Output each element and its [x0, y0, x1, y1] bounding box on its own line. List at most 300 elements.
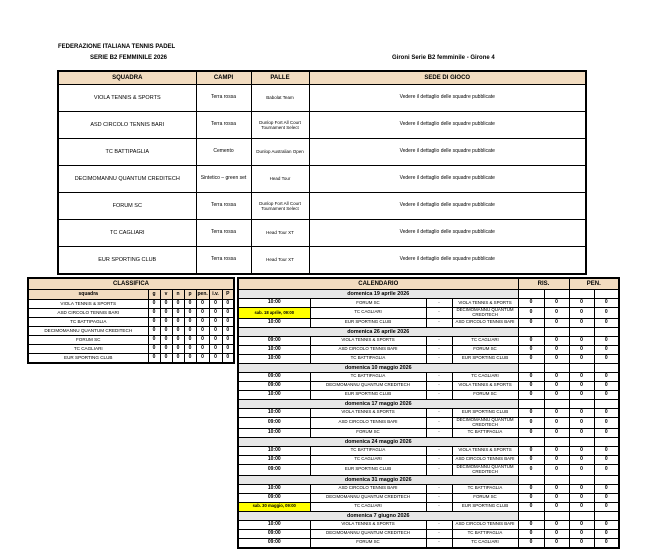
classifica-value-cell-P: 0 — [222, 300, 234, 309]
classifica-value-cell-p: 0 — [184, 300, 196, 309]
calendario-match-row — [238, 318, 619, 327]
separator-cell: - — [426, 318, 452, 327]
away-team-cell: DECIMOMANNU QUANTUM CREDITECH — [452, 417, 518, 428]
col-header-punti: P — [222, 290, 234, 300]
separator-cell: - — [426, 493, 452, 502]
classifica-value-cell-i.v.: 0 — [209, 354, 222, 364]
pen-cell-2: 0 — [594, 299, 619, 308]
classifica-value-cell-i.v.: 0 — [209, 309, 222, 318]
pen-cell-1: 0 — [569, 484, 594, 493]
classifica-value-cell-p: 0 — [184, 309, 196, 318]
pen-cell-2: 0 — [594, 493, 619, 502]
classifica-value-cell-v: 0 — [160, 318, 172, 327]
classifica-value-cell-pen.: 0 — [196, 354, 209, 364]
away-team-cell: EUR SPORTING CLUB — [452, 408, 518, 417]
classifica-value-cell-g: 0 — [148, 354, 160, 364]
home-team-cell: TC BATTIPAGLIA — [310, 354, 426, 363]
empty-score-cell — [569, 475, 594, 484]
empty-score-cell — [594, 327, 619, 336]
away-team-cell: FORUM SC — [452, 390, 518, 399]
teams-table-row — [58, 85, 586, 112]
empty-score-cell — [544, 475, 569, 484]
calendario-match-row — [238, 464, 619, 475]
classifica-value-cell-n: 0 — [172, 318, 184, 327]
classifica-value-cell-i.v.: 0 — [209, 327, 222, 336]
ris-cell-2: 0 — [544, 345, 569, 354]
separator-cell: - — [426, 484, 452, 493]
teams-table-row — [58, 139, 586, 166]
campi-cell: Terra rossa — [196, 112, 251, 139]
calendario-title: CALENDARIO — [238, 278, 518, 290]
classifica-value-cell-p: 0 — [184, 354, 196, 364]
pen-cell-2: 0 — [594, 484, 619, 493]
match-time-cell: 10:00 — [238, 484, 310, 493]
teams-table-row — [58, 193, 586, 220]
classifica-value-cell-g: 0 — [148, 309, 160, 318]
federation-title: FEDERAZIONE ITALIANA TENNIS PADEL — [58, 44, 176, 50]
calendario-table — [237, 277, 620, 549]
pen-cell-2: 0 — [594, 417, 619, 428]
pen-cell-1: 0 — [569, 336, 594, 345]
separator-cell: - — [426, 464, 452, 475]
pen-cell-1: 0 — [569, 318, 594, 327]
group-title: Gironi Serie B2 femminile - Girone 4 — [392, 55, 495, 61]
empty-score-cell — [569, 437, 594, 446]
away-team-cell: TC BATTIPAGLIA — [452, 428, 518, 437]
match-time-cell: 10:00 — [238, 455, 310, 464]
calendario-match-row — [238, 354, 619, 363]
home-team-cell: EUR SPORTING CLUB — [310, 318, 426, 327]
palle-cell: Head Tour — [251, 166, 309, 193]
calendario-date-row — [238, 511, 619, 520]
col-header-squadra: SQUADRA — [58, 71, 196, 85]
classifica-squadra-cell: TC CAGLIARI — [28, 345, 148, 354]
squadra-cell: ASD CIRCOLO TENNIS BARI — [58, 112, 196, 139]
ris-cell-2: 0 — [544, 529, 569, 538]
separator-cell: - — [426, 308, 452, 319]
pen-cell-2: 0 — [594, 502, 619, 511]
calendario-match-row — [238, 299, 619, 308]
palle-cell: Babolat Team — [251, 85, 309, 112]
ris-cell-1: 0 — [518, 345, 544, 354]
ris-cell-2: 0 — [544, 502, 569, 511]
empty-score-cell — [569, 327, 594, 336]
classifica-value-cell-v: 0 — [160, 309, 172, 318]
pen-cell-2: 0 — [594, 354, 619, 363]
sede-cell: Vedere il dettaglio delle squadre pubblicate — [309, 112, 586, 139]
ris-cell-2: 0 — [544, 520, 569, 529]
pen-cell-2: 0 — [594, 408, 619, 417]
sede-cell: Vedere il dettaglio delle squadre pubblicate — [309, 139, 586, 166]
pen-cell-1: 0 — [569, 299, 594, 308]
separator-cell: - — [426, 299, 452, 308]
col-header-pen: pen. — [196, 290, 209, 300]
home-team-cell: DECIMOMANNU QUANTUM CREDITECH — [310, 493, 426, 502]
classifica-value-cell-p: 0 — [184, 327, 196, 336]
pen-cell-1: 0 — [569, 381, 594, 390]
ris-cell-2: 0 — [544, 354, 569, 363]
home-team-cell: ASD CIRCOLO TENNIS BARI — [310, 417, 426, 428]
ris-cell-1: 0 — [518, 372, 544, 381]
empty-score-cell — [569, 363, 594, 372]
ris-cell-1: 0 — [518, 390, 544, 399]
col-header-squadra: squadra — [28, 290, 148, 300]
pen-cell-2: 0 — [594, 390, 619, 399]
squadra-cell: DECIMOMANNU QUANTUM CREDITECH — [58, 166, 196, 193]
teams-table-row — [58, 166, 586, 193]
classifica-row — [28, 309, 234, 318]
away-team-cell: TC CAGLIARI — [452, 538, 518, 548]
away-team-cell: FORUM SC — [452, 493, 518, 502]
squadra-cell: FORUM SC — [58, 193, 196, 220]
classifica-value-cell-pen.: 0 — [196, 327, 209, 336]
col-header-v: v — [160, 290, 172, 300]
match-time-cell: 09:00 — [238, 493, 310, 502]
empty-score-cell — [594, 290, 619, 299]
away-team-cell: TC CAGLIARI — [452, 372, 518, 381]
col-header-sede: SEDE DI GIOCO — [309, 71, 586, 85]
calendario-match-row — [238, 308, 619, 319]
match-time-cell: sab. 30 maggio, 09:00 — [238, 502, 310, 511]
palle-cell: Head Tour XT — [251, 247, 309, 275]
calendario-match-row — [238, 538, 619, 548]
empty-score-cell — [518, 399, 544, 408]
ris-cell-2: 0 — [544, 408, 569, 417]
classifica-value-cell-i.v.: 0 — [209, 345, 222, 354]
home-team-cell: TC CAGLIARI — [310, 502, 426, 511]
home-team-cell: VIOLA TENNIS & SPORTS — [310, 336, 426, 345]
empty-score-cell — [518, 475, 544, 484]
classifica-value-cell-P: 0 — [222, 336, 234, 345]
classifica-value-cell-pen.: 0 — [196, 345, 209, 354]
pen-cell-2: 0 — [594, 345, 619, 354]
classifica-value-cell-i.v.: 0 — [209, 300, 222, 309]
squadra-cell: VIOLA TENNIS & SPORTS — [58, 85, 196, 112]
classifica-value-cell-v: 0 — [160, 345, 172, 354]
pen-cell-1: 0 — [569, 520, 594, 529]
series-title: SERIE B2 FEMMINILE 2026 — [90, 55, 168, 61]
classifica-title-row — [28, 278, 234, 290]
palle-cell: Dunlop Fort All Court Tournament Select — [251, 193, 309, 220]
ris-cell-1: 0 — [518, 520, 544, 529]
separator-cell: - — [426, 446, 452, 455]
separator-cell: - — [426, 502, 452, 511]
classifica-value-cell-g: 0 — [148, 327, 160, 336]
separator-cell: - — [426, 520, 452, 529]
pen-cell-1: 0 — [569, 529, 594, 538]
home-team-cell: VIOLA TENNIS & SPORTS — [310, 520, 426, 529]
ris-cell-2: 0 — [544, 493, 569, 502]
date-cell: domenica 19 aprile 2026 — [238, 290, 518, 299]
classifica-value-cell-P: 0 — [222, 327, 234, 336]
home-team-cell: FORUM SC — [310, 299, 426, 308]
calendario-date-row — [238, 437, 619, 446]
separator-cell: - — [426, 428, 452, 437]
calendario-date-row — [238, 327, 619, 336]
ris-cell-1: 0 — [518, 464, 544, 475]
calendario-header-row — [238, 278, 619, 290]
classifica-value-cell-n: 0 — [172, 309, 184, 318]
home-team-cell: EUR SPORTING CLUB — [310, 464, 426, 475]
pen-cell-2: 0 — [594, 529, 619, 538]
classifica-header-row — [28, 290, 234, 300]
calendario-match-row — [238, 372, 619, 381]
ris-cell-2: 0 — [544, 381, 569, 390]
palle-cell: Dunlop Australian Open — [251, 139, 309, 166]
classifica-row — [28, 354, 234, 364]
away-team-cell: VIOLA TENNIS & SPORTS — [452, 446, 518, 455]
ris-cell-1: 0 — [518, 299, 544, 308]
match-time-cell: 09:00 — [238, 336, 310, 345]
away-team-cell: EUR SPORTING CLUB — [452, 502, 518, 511]
ris-cell-2: 0 — [544, 464, 569, 475]
away-team-cell: TC BATTIPAGLIA — [452, 484, 518, 493]
ris-cell-1: 0 — [518, 455, 544, 464]
classifica-value-cell-P: 0 — [222, 345, 234, 354]
col-header-campi: CAMPI — [196, 71, 251, 85]
pen-cell-1: 0 — [569, 502, 594, 511]
classifica-value-cell-g: 0 — [148, 345, 160, 354]
ris-cell-2: 0 — [544, 455, 569, 464]
match-time-cell: 09:00 — [238, 372, 310, 381]
classifica-value-cell-pen.: 0 — [196, 300, 209, 309]
squadra-cell: TC CAGLIARI — [58, 220, 196, 247]
empty-score-cell — [544, 437, 569, 446]
pen-cell-2: 0 — [594, 520, 619, 529]
home-team-cell: TC CAGLIARI — [310, 308, 426, 319]
pen-cell-2: 0 — [594, 446, 619, 455]
campi-cell: Terra rossa — [196, 247, 251, 275]
classifica-squadra-cell: VIOLA TENNIS & SPORTS — [28, 300, 148, 309]
match-time-cell: 09:00 — [238, 529, 310, 538]
col-header-g: g — [148, 290, 160, 300]
empty-score-cell — [544, 363, 569, 372]
pen-cell-2: 0 — [594, 455, 619, 464]
pen-cell-2: 0 — [594, 318, 619, 327]
squadra-cell: EUR SPORTING CLUB — [58, 247, 196, 275]
match-time-cell: 10:00 — [238, 390, 310, 399]
away-team-cell: FORUM SC — [452, 345, 518, 354]
calendario-date-row — [238, 399, 619, 408]
match-time-cell: 09:00 — [238, 417, 310, 428]
classifica-value-cell-pen.: 0 — [196, 318, 209, 327]
empty-score-cell — [518, 290, 544, 299]
ris-cell-2: 0 — [544, 336, 569, 345]
away-team-cell: VIOLA TENNIS & SPORTS — [452, 299, 518, 308]
classifica-value-cell-P: 0 — [222, 354, 234, 364]
match-time-cell: 10:00 — [238, 299, 310, 308]
ris-header: RIS. — [518, 278, 569, 290]
col-header-iv: i.v. — [209, 290, 222, 300]
classifica-value-cell-n: 0 — [172, 345, 184, 354]
empty-score-cell — [569, 399, 594, 408]
classifica-value-cell-g: 0 — [148, 300, 160, 309]
calendario-match-row — [238, 520, 619, 529]
pen-cell-1: 0 — [569, 428, 594, 437]
classifica-row — [28, 336, 234, 345]
classifica-value-cell-p: 0 — [184, 345, 196, 354]
ris-cell-2: 0 — [544, 372, 569, 381]
empty-score-cell — [569, 511, 594, 520]
ris-cell-1: 0 — [518, 318, 544, 327]
col-header-palle: PALLE — [251, 71, 309, 85]
empty-score-cell — [518, 327, 544, 336]
classifica-value-cell-n: 0 — [172, 327, 184, 336]
home-team-cell: FORUM SC — [310, 538, 426, 548]
empty-score-cell — [518, 511, 544, 520]
classifica-value-cell-p: 0 — [184, 318, 196, 327]
separator-cell: - — [426, 336, 452, 345]
ris-cell-2: 0 — [544, 484, 569, 493]
classifica-squadra-cell: TC BATTIPAGLIA — [28, 318, 148, 327]
ris-cell-1: 0 — [518, 417, 544, 428]
home-team-cell: ASD CIRCOLO TENNIS BARI — [310, 345, 426, 354]
home-team-cell: TC BATTIPAGLIA — [310, 446, 426, 455]
pen-header: PEN. — [569, 278, 619, 290]
calendario-match-row — [238, 484, 619, 493]
home-team-cell: ASD CIRCOLO TENNIS BARI — [310, 484, 426, 493]
empty-score-cell — [569, 290, 594, 299]
empty-score-cell — [544, 399, 569, 408]
campi-cell: Sintetico – green set — [196, 166, 251, 193]
match-time-cell: 10:00 — [238, 446, 310, 455]
away-team-cell: ASD CIRCOLO TENNIS BARI — [452, 318, 518, 327]
ris-cell-1: 0 — [518, 381, 544, 390]
empty-score-cell — [544, 290, 569, 299]
calendario-match-row — [238, 417, 619, 428]
squadra-cell: TC BATTIPAGLIA — [58, 139, 196, 166]
match-time-cell: 10:00 — [238, 428, 310, 437]
classifica-value-cell-i.v.: 0 — [209, 318, 222, 327]
teams-table-header-row — [58, 71, 586, 85]
match-time-cell: 10:00 — [238, 354, 310, 363]
empty-score-cell — [594, 437, 619, 446]
pen-cell-2: 0 — [594, 464, 619, 475]
classifica-value-cell-pen.: 0 — [196, 336, 209, 345]
classifica-value-cell-v: 0 — [160, 327, 172, 336]
classifica-value-cell-v: 0 — [160, 354, 172, 364]
pen-cell-1: 0 — [569, 455, 594, 464]
date-cell: domenica 26 aprile 2026 — [238, 327, 518, 336]
sede-cell: Vedere il dettaglio delle squadre pubblicate — [309, 220, 586, 247]
pen-cell-1: 0 — [569, 408, 594, 417]
ris-cell-1: 0 — [518, 428, 544, 437]
ris-cell-1: 0 — [518, 502, 544, 511]
classifica-value-cell-i.v.: 0 — [209, 336, 222, 345]
empty-score-cell — [594, 511, 619, 520]
empty-score-cell — [594, 475, 619, 484]
teams-table-row — [58, 220, 586, 247]
pen-cell-2: 0 — [594, 428, 619, 437]
calendario-match-row — [238, 455, 619, 464]
home-team-cell: FORUM SC — [310, 428, 426, 437]
match-time-cell: 10:00 — [238, 408, 310, 417]
classifica-value-cell-pen.: 0 — [196, 309, 209, 318]
classifica-value-cell-n: 0 — [172, 300, 184, 309]
classifica-squadra-cell: EUR SPORTING CLUB — [28, 354, 148, 364]
classifica-value-cell-g: 0 — [148, 318, 160, 327]
ris-cell-2: 0 — [544, 538, 569, 548]
calendario-match-row — [238, 529, 619, 538]
ris-cell-1: 0 — [518, 354, 544, 363]
home-team-cell: VIOLA TENNIS & SPORTS — [310, 408, 426, 417]
match-time-cell: 09:00 — [238, 381, 310, 390]
date-cell: domenica 7 giugno 2026 — [238, 511, 518, 520]
pen-cell-1: 0 — [569, 464, 594, 475]
separator-cell: - — [426, 390, 452, 399]
pen-cell-2: 0 — [594, 336, 619, 345]
pen-cell-1: 0 — [569, 354, 594, 363]
pen-cell-2: 0 — [594, 538, 619, 548]
calendario-match-row — [238, 446, 619, 455]
pen-cell-1: 0 — [569, 446, 594, 455]
match-time-cell: 10:00 — [238, 345, 310, 354]
match-time-cell: sab. 18 aprile, 09:00 — [238, 308, 310, 319]
separator-cell: - — [426, 354, 452, 363]
date-cell: domenica 24 maggio 2026 — [238, 437, 518, 446]
home-team-cell: EUR SPORTING CLUB — [310, 390, 426, 399]
ris-cell-1: 0 — [518, 484, 544, 493]
away-team-cell: ASD CIRCOLO TENNIS BARI — [452, 455, 518, 464]
pen-cell-1: 0 — [569, 417, 594, 428]
palle-cell: Head Tour XT — [251, 220, 309, 247]
away-team-cell: TC CAGLIARI — [452, 336, 518, 345]
date-cell: domenica 31 maggio 2026 — [238, 475, 518, 484]
ris-cell-2: 0 — [544, 417, 569, 428]
calendario-date-row — [238, 290, 619, 299]
match-time-cell: 10:00 — [238, 520, 310, 529]
calendario-match-row — [238, 345, 619, 354]
ris-cell-1: 0 — [518, 538, 544, 548]
calendario-match-row — [238, 493, 619, 502]
away-team-cell: DECIMOMANNU QUANTUM CREDITECH — [452, 464, 518, 475]
classifica-value-cell-n: 0 — [172, 336, 184, 345]
classifica-row — [28, 300, 234, 309]
pen-cell-1: 0 — [569, 372, 594, 381]
empty-score-cell — [518, 363, 544, 372]
pen-cell-1: 0 — [569, 390, 594, 399]
match-time-cell: 09:00 — [238, 464, 310, 475]
separator-cell: - — [426, 529, 452, 538]
empty-score-cell — [518, 437, 544, 446]
calendario-match-row — [238, 428, 619, 437]
away-team-cell: ASD CIRCOLO TENNIS BARI — [452, 520, 518, 529]
empty-score-cell — [544, 327, 569, 336]
ris-cell-2: 0 — [544, 318, 569, 327]
palle-cell: Dunlop Fort All Court Tournament Select — [251, 112, 309, 139]
separator-cell: - — [426, 455, 452, 464]
classifica-squadra-cell: FORUM SC — [28, 336, 148, 345]
date-cell: domenica 17 maggio 2026 — [238, 399, 518, 408]
calendario-date-row — [238, 363, 619, 372]
campi-cell: Terra rossa — [196, 85, 251, 112]
separator-cell: - — [426, 538, 452, 548]
pen-cell-2: 0 — [594, 308, 619, 319]
calendario-date-row — [238, 475, 619, 484]
away-team-cell: VIOLA TENNIS & SPORTS — [452, 381, 518, 390]
separator-cell: - — [426, 417, 452, 428]
campi-cell: Cemento — [196, 139, 251, 166]
calendario-match-row — [238, 381, 619, 390]
classifica-value-cell-P: 0 — [222, 309, 234, 318]
pen-cell-1: 0 — [569, 308, 594, 319]
date-cell: domenica 10 maggio 2026 — [238, 363, 518, 372]
match-time-cell: 10:00 — [238, 318, 310, 327]
ris-cell-2: 0 — [544, 308, 569, 319]
teams-table-row — [58, 247, 586, 275]
classifica-value-cell-n: 0 — [172, 354, 184, 364]
calendario-match-row — [238, 390, 619, 399]
